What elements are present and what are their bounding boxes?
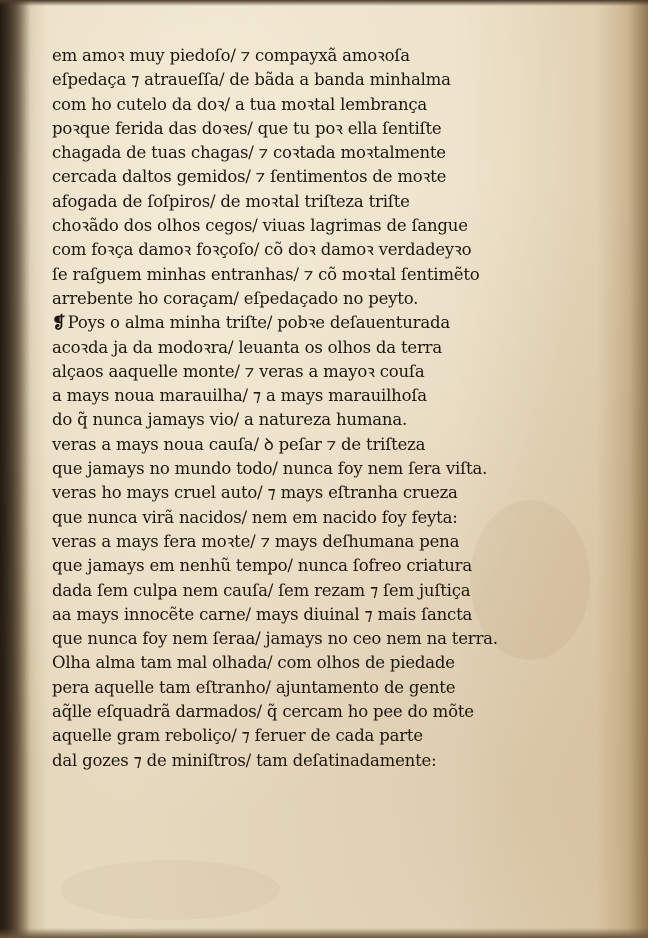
text-line: poꝛque ferida das doꝛes/ que tu poꝛ ella ſentiſte bbox=[52, 118, 442, 138]
text-line: veras ho mays cruel auto/ ⁊ mays eſtranha crueza bbox=[52, 483, 458, 503]
text-line: que nunca foy nem ſeraa/ jamays no ceo nem na terra. bbox=[52, 629, 498, 649]
text-line-paragraph bbox=[52, 311, 582, 335]
text-line: alçaos aaquelle monte/ ⁊ veras a mayoꝛ couſa bbox=[52, 361, 425, 381]
text-line: acoꝛda ja da modoꝛra/ leuanta os olhos da terra bbox=[52, 337, 442, 357]
text-line: que jamays em nenhũ tempo/ nunca ſofreo criatura bbox=[52, 556, 472, 576]
pilcrow-icon: ❡ bbox=[52, 313, 66, 333]
text-line: aa mays innocẽte carne/ mays diuinal ⁊ mais ſancta bbox=[52, 604, 473, 624]
text-line: chagada de tuas chagas/ ⁊ coꝛtada moꝛtalmente bbox=[52, 143, 446, 163]
text-line: em amoꝛ muy piedoſo/ ⁊ compayxã amoꝛoſa bbox=[52, 46, 410, 65]
text-line: choꝛãdo dos olhos cegos/ viuas lagrimas de ſangue bbox=[52, 216, 468, 236]
printed-text-block bbox=[52, 44, 582, 773]
text-line: eſpedaça ⁊ atraueſſa/ de bãda a banda minhalma bbox=[52, 70, 451, 90]
text-line: que jamays no mundo todo/ nunca foy nem ſera viſta. bbox=[52, 459, 488, 479]
text-line: ſe raſguem minhas entranhas/ ⁊ cõ moꝛtal ſentimẽto bbox=[52, 264, 480, 284]
text-line: arrebente ho coraçam/ eſpedaçado no peyto. bbox=[52, 288, 419, 308]
text-line: dada ſem culpa nem cauſa/ ſem rezam ⁊ ſem juſtiça bbox=[52, 580, 471, 600]
text-line: Olha alma tam mal olhada/ com olhos de piedade bbox=[52, 653, 455, 673]
text-line: veras a mays noua cauſa/ ꝺ peſar ⁊ de triſteza bbox=[52, 434, 426, 454]
text-line-content: Poys o alma minha triſte/ pobꝛe deſauenturada bbox=[67, 313, 450, 333]
text-line: a mays noua marauilha/ ⁊ a mays marauilhoſa bbox=[52, 386, 427, 406]
page-top-edge bbox=[0, 0, 648, 6]
text-line: veras a mays fera moꝛte/ ⁊ mays deſhumana pena bbox=[52, 531, 460, 551]
paper-stain bbox=[60, 860, 280, 920]
text-line: com foꝛça damoꝛ foꝛçoſo/ cõ doꝛ damoꝛ verdadeyꝛo bbox=[52, 240, 472, 260]
text-line: dal gozes ⁊ de miniſtros/ tam deſatinadamente: bbox=[52, 750, 437, 770]
text-line: aquelle gram reboliço/ ⁊ feruer de cada parte bbox=[52, 726, 423, 746]
text-line: afogada de ſoſpiros/ de moꝛtal triſteza triſte bbox=[52, 191, 410, 211]
text-line: que nunca virã nacidos/ nem em nacido foy feyta: bbox=[52, 507, 458, 527]
text-line: aq̃lle eſquadrã darmados/ q̃ cercam ho pee do mõte bbox=[52, 702, 474, 722]
page-bottom-edge bbox=[0, 928, 648, 938]
text-line: pera aquelle tam eſtranho/ ajuntamento de gente bbox=[52, 677, 456, 697]
text-line: cercada daltos gemidos/ ⁊ ſentimentos de moꝛte bbox=[52, 167, 447, 187]
text-line: com ho cutelo da doꝛ/ a tua moꝛtal lembrança bbox=[52, 94, 428, 114]
page-gutter bbox=[0, 0, 30, 938]
text-line: do q̃ nunca jamays vio/ a natureza humana. bbox=[52, 410, 408, 430]
